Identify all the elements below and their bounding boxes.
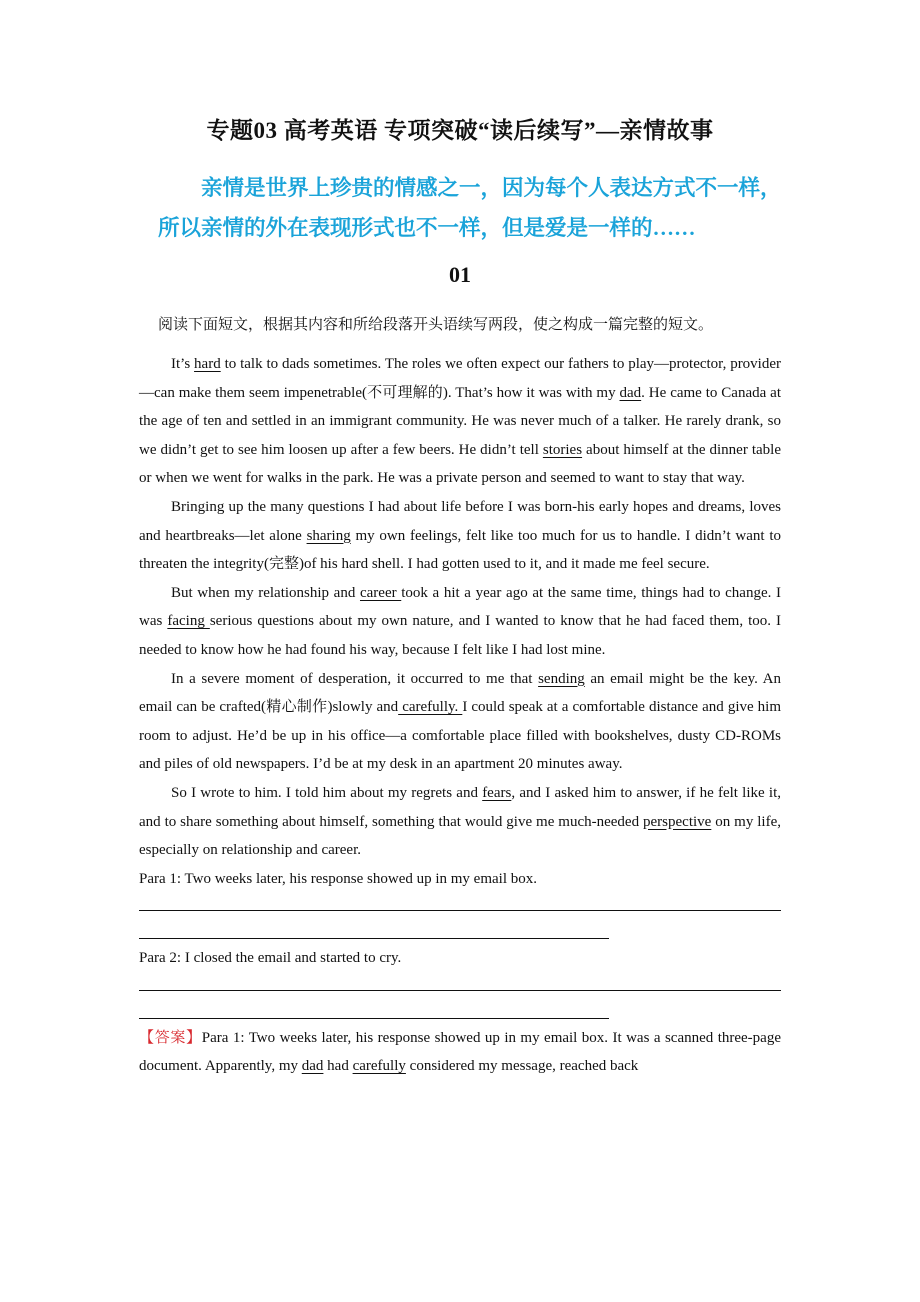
text-run: considered my message, reached back [405,1058,639,1075]
answer-paragraph [139,1024,781,1081]
underlined-word: dad [301,1058,324,1075]
answer-blank-line [139,910,781,911]
intro-text [158,168,782,248]
paragraph-3 [139,579,781,665]
underlined-word: stories [542,441,583,458]
text-run: my own feelings, felt like too much for us to handle. I didn’t want to threaten the integrity(完整)of his hard shell. I had gotten used to it, and it made me feel secure. [139,527,781,573]
text-run: on my life, especially on relationship and career. [139,813,781,859]
text-run: to talk to dads sometimes. The roles we often expect our fathers to play—protector, provider—can make them seem impenetrable(不可理解的). That’s how it was with my [139,356,782,401]
paragraph-1 [139,350,781,493]
text-run: In a severe moment of desperation, it occurred to me that [171,670,539,687]
paragraph-4 [139,665,781,779]
text-run: I could speak at a comfortable distance and give him room to adjust. He’d be up in his office—a comfortable place filled with bookshelves, dusty CD-ROMs and piles of old newspapers. I’d be at my desk in an apartment 20 minutes away. [139,699,782,773]
text-run: It’s [171,356,195,372]
intro-line-2: 所以亲情的外在表现形式也不一样，但是爱是一样的…… [158,216,696,240]
para2-prompt: Para 2: I closed the email and started to cry. [139,950,402,967]
underlined-word: dad [619,384,642,401]
text-run: But when my relationship and [171,584,360,601]
passage-body [139,350,781,1081]
underlined-word: sending [538,670,585,687]
underlined-word: carefully [352,1058,406,1075]
answer-tag: 【答案】 [139,1029,202,1046]
text-run: , and I asked him to answer, if he felt like it, and to share something about himself, something that would give me much-needed [139,784,781,830]
underlined-word: sharing [306,527,351,544]
instruction-text: 阅读下面短文，根据其内容和所给段落开头语续写两段，使之构成一篇完整的短文。 [158,317,714,333]
underlined-word: facing [167,613,210,630]
text-run: had [323,1058,353,1075]
paragraph-5 [139,779,781,865]
text-run: an email might be the key. An email can be crafted(精心制作)slowly and [139,670,781,716]
text-run: about himself at the dinner table or when we went for walks in the park. He was a private person and seemed to want to stay that way. [139,441,781,487]
para1-prompt: Para 1: Two weeks later, his response showed up in my email box. [139,870,537,887]
text-run: took a hit a year ago at the same time, things had to change. I was [139,584,782,630]
text-run: So I wrote to him. I told him about my regrets and [171,784,483,801]
underlined-word: fears [482,784,512,801]
underlined-word: hard [194,356,221,372]
answer-blank-line [139,938,609,939]
underlined-word: perspective [643,813,712,830]
answer-blank-line [139,990,781,991]
text-run: Bringing up the many questions I had about life before I was born-his early hopes and dreams, loves and heartbreaks—let alone [139,498,781,544]
paragraph-2 [139,493,781,579]
text-run: serious questions about my own nature, and I wanted to know that he had faced them, too. I needed to know how he had found his way, because I felt like I had lost mine. [139,613,781,658]
answer-blank-line [139,1018,609,1019]
page-title: 专题03 高考英语 专项突破“读后续写”—亲情故事 [206,118,714,143]
text-run: Para 1: Two weeks later, his response showed up in my email box. It was a scanned three-page document. Apparently, my [139,1029,781,1075]
underlined-word: carefully. [398,699,463,716]
underlined-word: career [359,584,402,601]
intro-line-1: 亲情是世界上珍贵的情感之一，因为每个人表达方式不一样， [201,176,782,200]
section-number: 01 [449,262,471,287]
text-run: . He came to Canada at the age of ten and settled in an immigrant community. He was never much of a talker. He rarely drank, so we didn’t get to see him loosen up after a few beers. He didn’t tell [139,384,781,458]
